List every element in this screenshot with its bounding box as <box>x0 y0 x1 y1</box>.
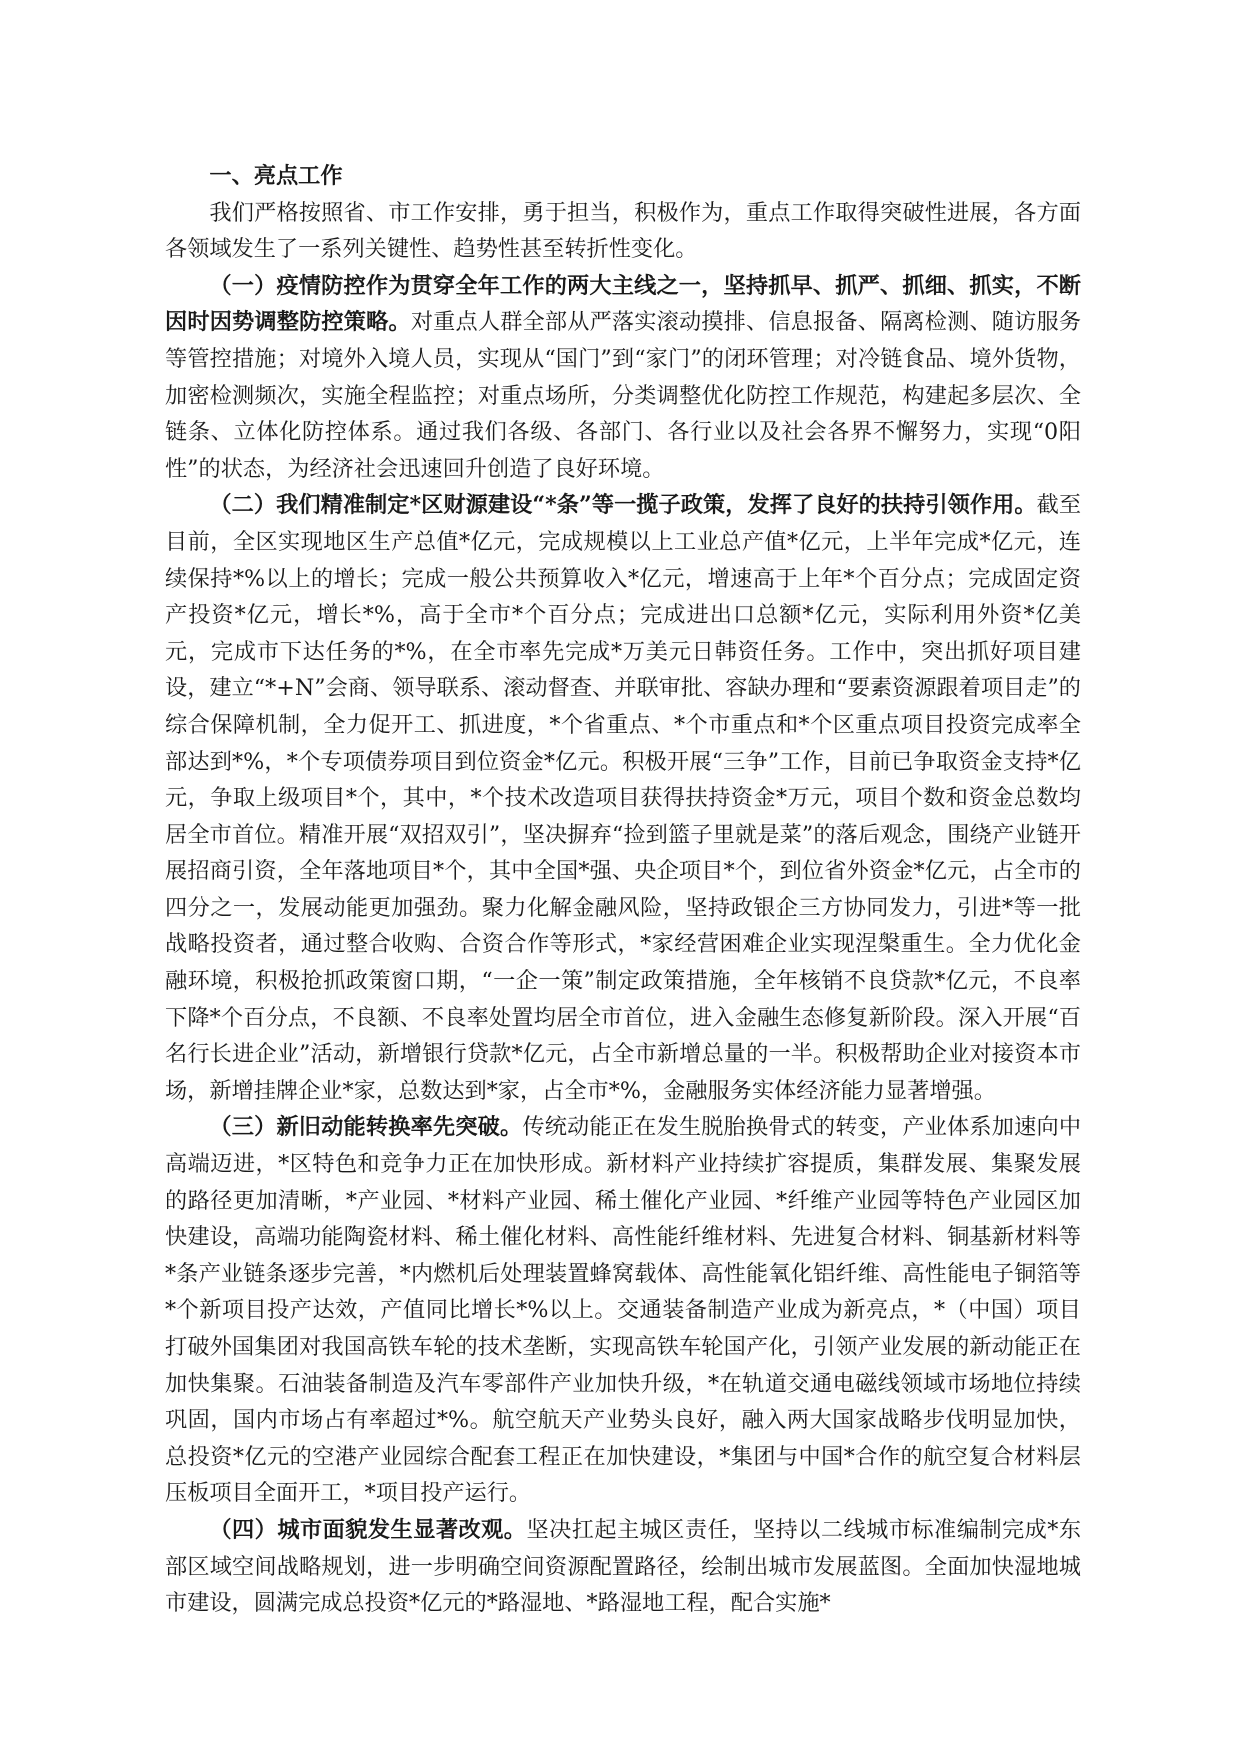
section-lead-2: （二）我们精准制定*区财源建设“*条”等一揽子政策，发挥了良好的扶持引领作用。 <box>209 492 1037 519</box>
section-paragraph-2 <box>165 487 1081 1109</box>
section-body-1: 对重点人群全部从严落实滚动摸排、信息报备、隔离检测、随访服务等管控措施；对境外入境人员，实现从“国门”到“家门”的闭环管理；对冷链食品、境外货物，加密检测频次，实施全程监控；对重点场所，分类调整优化防控工作规范，构建起多层次、全链条、立体化防控体系。通过我们各级、各部门、各行业以及社会各界不懈努力，实现“0阳性”的状态，为经济社会迅速回升创造了良好环境。 <box>165 309 1082 482</box>
document-page <box>165 158 1081 1622</box>
section-body-2: 截至目前，全区实现地区生产总值*亿元，完成规模以上工业总产值*亿元，上半年完成*亿元，连续保持*%以上的增长；完成一般公共预算收入*亿元，增速高于上年*个百分点；完成固定资产投资*亿元，增长*%，高于全市*个百分点；完成进出口总额*亿元，实际利用外资*亿美元，完成市下达任务的*%，在全市率先完成*万美元日韩资任务。工作中，突出抓好项目建设，建立“*+N”会商、领导联系、滚动督查、并联审批、容缺办理和“要素资源跟着项目走”的综合保障机制，全力促开工、抓进度，*个省重点、*个市重点和*个区重点项目投资完成率全部达到*%，*个专项债券项目到位资金*亿元。积极开展“三争”工作，目前已争取资金支持*亿元，争取上级项目*个，其中，*个技术改造项目获得扶持资金*万元，项目个数和资金总数均居全市首位。精准开展“双招双引”，坚决摒弃“捡到篮子里就是菜”的落后观念，围绕产业链开展招商引资，全年落地项目*个，其中全国*强、央企项目*个，到位省外资金*亿元，占全市的四分之一，发展动能更加强劲。聚力化解金融风险，坚持政银企三方协同发力，引进*等一批战略投资者，通过整合收购、合资合作等形式，*家经营困难企业实现涅槃重生。全力优化金融环境，积极抢抓政策窗口期，“一企一策”制定政策措施，全年核销不良贷款*亿元，不良率下降*个百分点，不良额、不良率处置均居全市首位，进入金融生态修复新阶段。深入开展“百名行长进企业”活动，新增银行贷款*亿元，占全市新增总量的一半。积极帮助企业对接资本市场，新增挂牌企业*家，总数达到*家，占全市*%，金融服务实体经济能力显著增强。 <box>165 492 1082 1104</box>
section-lead-3: （三）新旧动能转换率先突破。 <box>209 1114 523 1141</box>
section-heading: 一、亮点工作 <box>209 163 343 189</box>
section-body-4: 坚决扛起主城区责任，坚持以二线城市标准编制完成*东部区域空间战略规划，进一步明确空间资源配置路径，绘制出城市发展蓝图。全面加快湿地城市建设，圆满完成总投资*亿元的*路湿地、*路湿地工程，配合实施* <box>165 1516 1082 1617</box>
intro-paragraph: 我们严格按照省、市工作安排，勇于担当，积极作为，重点工作取得突破性进展，各方面各领域发生了一系列关键性、趋势性甚至转折性变化。 <box>165 199 1081 263</box>
section-body-3: 传统动能正在发生脱胎换骨式的转变，产业体系加速向中高端迈进，*区特色和竞争力正在加快形成。新材料产业持续扩容提质，集群发展、集聚发展的路径更加清晰，*产业园、*材料产业园、稀土催化产业园、*纤维产业园等特色产业园区加快建设，高端功能陶瓷材料、稀土催化材料、高性能纤维材料、先进复合材料、铜基新材料等*条产业链条逐步完善，*内燃机后处理装置蜂窝载体、高性能氧化铝纤维、高性能电子铜箔等*个新项目投产达效，产值同比增长*%以上。交通装备制造产业成为新亮点，*（中国）项目打破外国集团对我国高铁车轮的技术垄断，实现高铁车轮国产化，引领产业发展的新动能正在加快集聚。石油装备制造及汽车零部件产业加快升级，*在轨道交通电磁线领域市场地位持续巩固，国内市场占有率超过*%。航空航天产业势头良好，融入两大国家战略步伐明显加快，总投资*亿元的空港产业园综合配套工程正在加快建设，*集团与中国*合作的航空复合材料层压板项目全面开工，*项目投产运行。 <box>165 1114 1082 1507</box>
section-paragraph-4 <box>165 1512 1081 1622</box>
section-paragraph-3 <box>165 1109 1081 1512</box>
section-lead-1: （一）疫情防控作为贯穿全年工作的两大主线之一，坚持抓早、抓严、抓细、抓实，不断因时因势调整防控策略。 <box>165 272 1081 336</box>
section-lead-4: （四）城市面貌发生显著改观。 <box>209 1516 527 1543</box>
section-paragraph-1 <box>165 268 1081 488</box>
